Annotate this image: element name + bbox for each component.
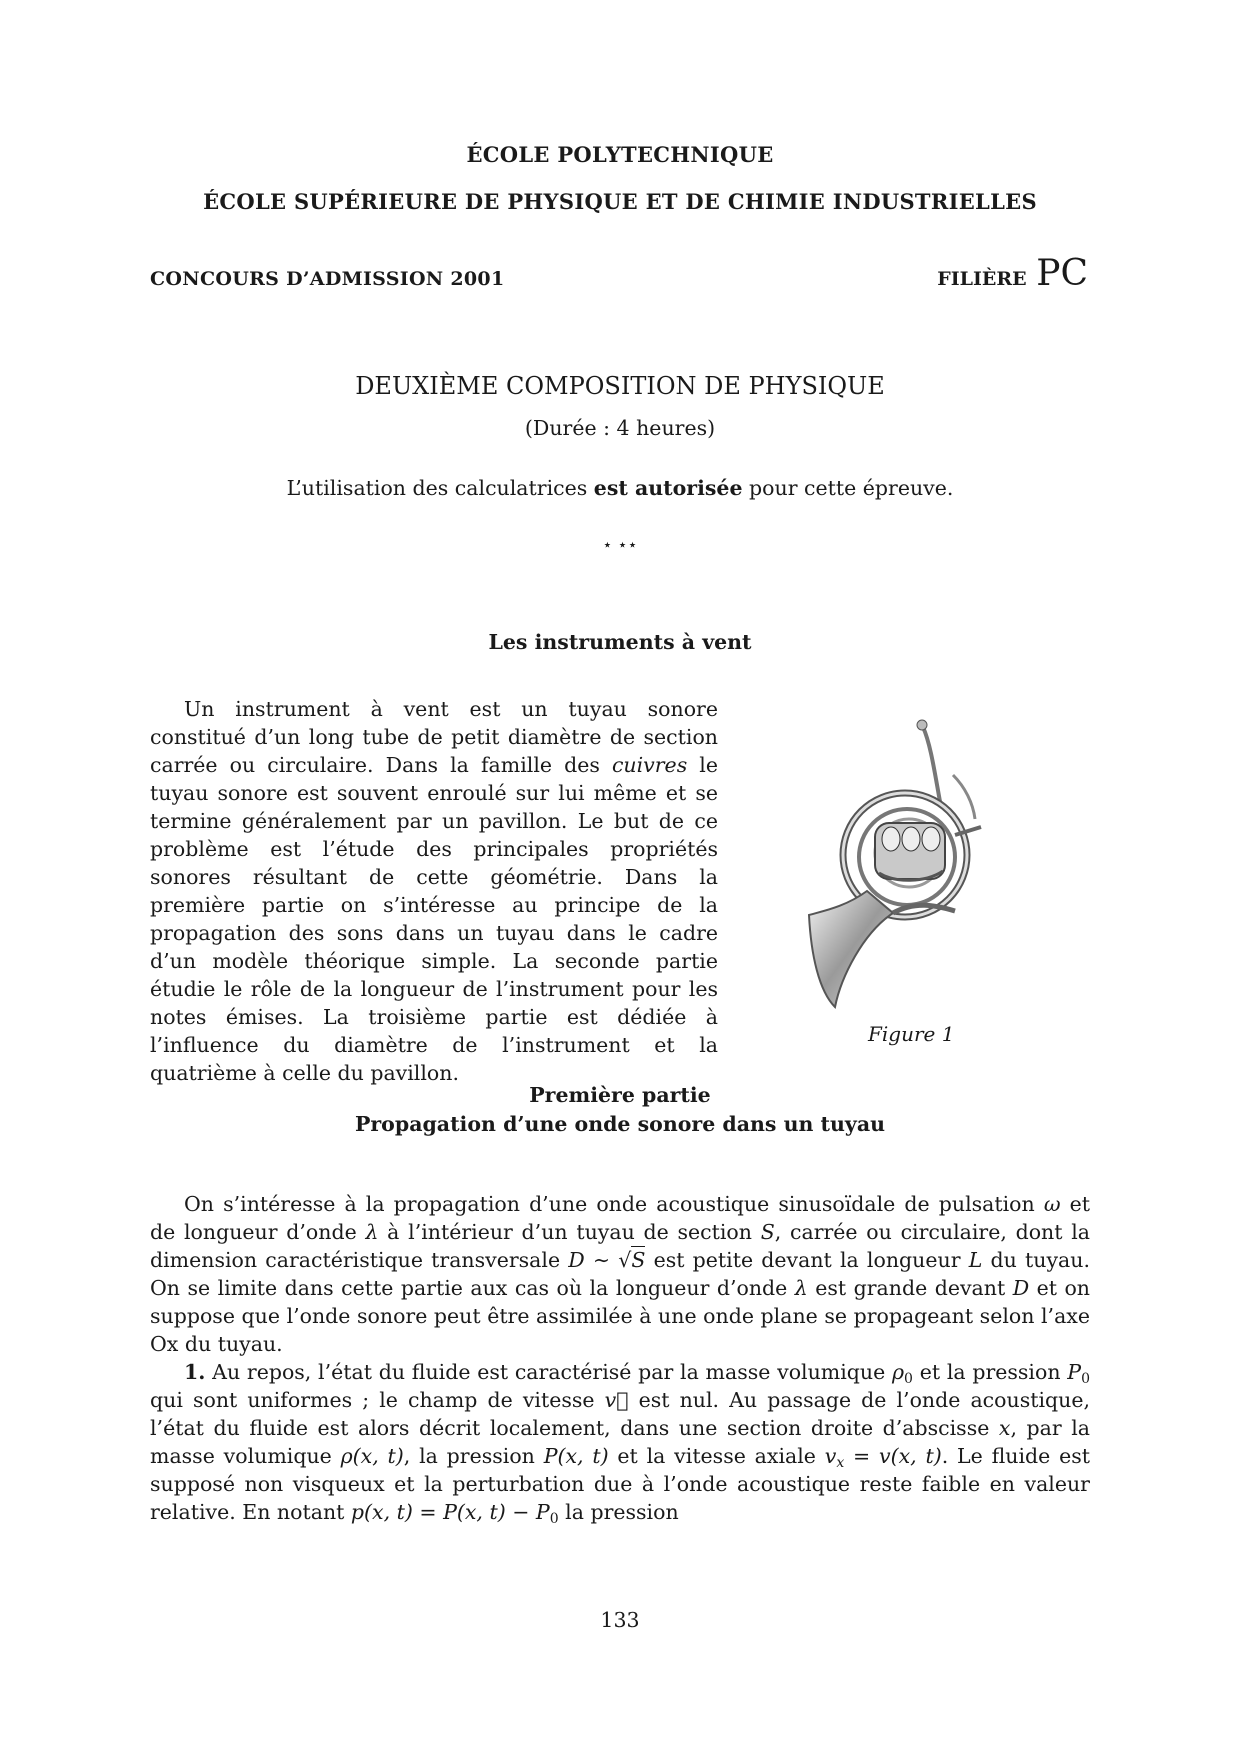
calculator-notice: L’utilisation des calculatrices est autorisée pour cette épreuve. — [286, 476, 954, 500]
question-1: 1. Au repos, l’état du fluide est caractérisé par la masse volumique $\rho_0$ et la pression $P_0$ qui sont uniformes ; le champ de vitesse v⃗ est nul. Au passage de l’onde acoustique, l’état du fluide est alors décrit localement, dans une section droite d’abscisse x, par la masse volumique ρ(x, t), la pression P(x, t) et la vitesse axiale $v_x = v(x$, t). Le fluide est supposé non visqueux et la perturbation due à l’onde acoustique reste faible en valeur relative. En notant p(x, t) = P(x, $t) - P_0$ la pression — [150, 1360, 1090, 1527]
section-title: Les instruments à vent — [488, 630, 752, 654]
composition-title: DEUXIÈME COMPOSITION DE PHYSIQUE — [355, 372, 885, 400]
filiere-value: PC — [1036, 253, 1088, 294]
concours-label: CONCOURS D’ADMISSION 2001 — [150, 268, 505, 290]
part1-subtitle: Propagation d’une onde sonore dans un tuyau — [354, 1112, 886, 1136]
school-name-2: ÉCOLE SUPÉRIEURE DE PHYSIQUE ET DE CHIMIE INDUSTRIELLES — [203, 189, 1037, 214]
separator-stars: ⋆ ⋆⋆ — [602, 535, 638, 554]
filiere — [937, 253, 1088, 294]
filiere-label: FILIÈRE — [937, 268, 1027, 290]
french-horn-figure — [805, 715, 995, 1015]
intro-paragraph: Un instrument à vent est un tuyau sonore constitué d’un long tube de petit diamètre de section carrée ou circulaire. Dans la famille des cuivres le tuyau sonore est souvent enroulé sur lui même et se termine généralement par un pavillon. Le but de ce problème est l’étude des principales propriétés sonores résultant de cette géométrie. Dans la première partie on s’intéresse au principe de la propagation des sons dans un tuyau dans le cadre d’un modèle théorique simple. La seconde partie étudie le rôle de la longueur de l’instrument pour les notes émises. La troisième partie est dédiée à l’influence du diamètre de l’instrument et la quatrième à celle du pavillon. — [150, 697, 718, 1085]
part1-title: Première partie — [529, 1083, 711, 1107]
page-number: 133 — [600, 1608, 640, 1632]
paragraph-propagation: On s’intéresse à la propagation d’une onde acoustique sinusoïdale de pulsation ω et de longueur d’onde λ à l’intérieur d’un tuyau de section S, carrée ou circulaire, dont la dimension caractéristique transversale D ∼ √S est petite devant la longueur L du tuyau. On se limite dans cette partie aux cas où la longueur d’onde λ est grande devant D et on suppose que l’onde sonore peut être assimilée à une onde plane se propageant selon l’axe Ox du tuyau. — [150, 1192, 1091, 1356]
figure-caption: Figure 1 — [868, 1022, 955, 1046]
duration: (Durée : 4 heures) — [524, 416, 716, 440]
school-name-1: ÉCOLE POLYTECHNIQUE — [466, 142, 774, 167]
